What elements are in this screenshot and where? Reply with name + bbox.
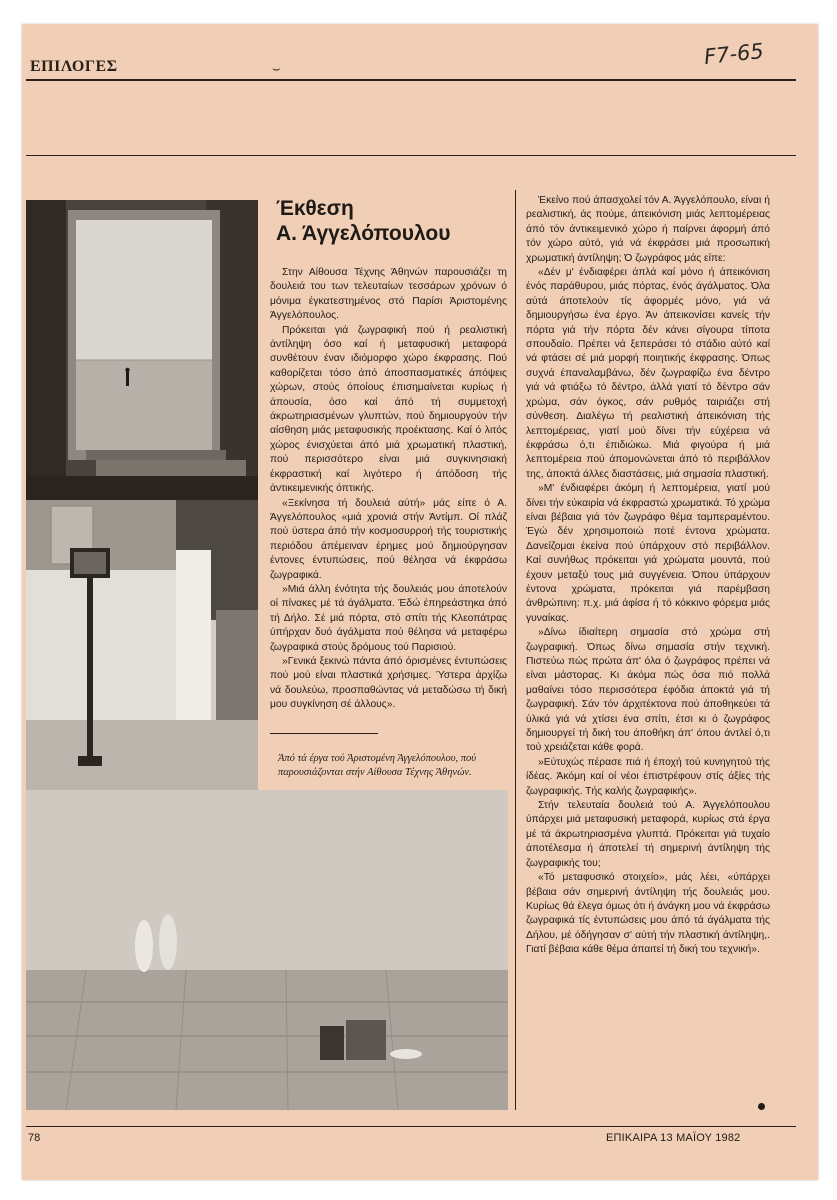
paragraph: »Εύτυχώς πέρασε πιά ή έποχή τού κυνηγητού τής ίδέας. Άκόμη καί οί νέοι έπιστρέφουν στίς άξίες τής ζωγραφικής. Τής καλής ζωγραφικής».: [526, 756, 770, 797]
caption-rule: [270, 733, 378, 734]
painting-lamp-post: [26, 500, 258, 790]
paragraph: «Τό μεταφυσικό στοιχείο», μάς λέει, «ύπάρχει βέβαια σάν σημερινή άντίληψη τής δουλειάς μου. Κυρίως θά έλεγα όμως ότι ή άνάγκη μου νά έκφράσω ζωγραφικά τίς έντυπώσεις μου άπό τά άγάλματα τής Δήλου, μέ όδήγησαν σ' αύτή τήν πλαστική άντίληψη,. Γιατί βέβαια κάθε θέμα άπαιτεί τή δική του τεχνική».: [526, 872, 770, 956]
section-header: ΕΠΙΛΟΓΕΣ: [30, 58, 118, 75]
header-rule: [26, 79, 796, 81]
paragraph: «Δέν μ' ένδιαφέρει άπλά καί μόνο ή άπεικόνιση ένός παράθυρου, μιάς πόρτας, ένός άγάλματος. Όλα αύτά άποτελούν τίς άφορμές μόνο, γιά νά δημιουργήσω ένα έργο. Άν άπεικονίσει κανείς τήν πόρτα γιά τήν πόρτα δέν κάνει σίγουρα τίποτα σπουδαίο. Πρέπει νά ξεπεράσει τό στάδιο αύτό καί νά φτάσει σέ μιά μορφή ποιητικής έκφρασης. Όπως συχνά έπαναλαμβάνω, δέν ζωγραφίζω ένα δέντρο γιά νά φτιάξω τό δέντρο, άλλά γιατί τό δέντρο σάν χρώμα, σάν όγκος, σάν ρυθμός ταιριάζει στή σύνθεση. Διαλέγω τή ρεαλιστική άπεικόνιση τής λεπτομέρειας, γιατί μού δίνει τήν εύχέρεια νά έκφράσω ό,τι έπιδιώκω. Μιά φιγούρα ή μιά λεπτομέρεια πού άπομονώνεται άπό τό περιβάλλον της, άποκτά άλλες διαστάσεις, μιά σημασία πλαστική.: [526, 267, 770, 480]
paragraph: Στην Αίθουσα Τέχνης Άθηνών παρουσιάζει τη δουλειά του των τελευταίων τεσσάρων χρόνων ό μόνιμα έγκατεστημένος στό Παρίσι Άριστομένης Άγγελόπουλος.: [270, 267, 507, 322]
page-number: 78: [28, 1132, 41, 1144]
title-line-2: Α. Άγγελόπουλου: [276, 222, 451, 245]
article-title: [276, 196, 506, 246]
end-mark-icon: [758, 1103, 765, 1110]
title-line-1: Έκθεση: [276, 197, 354, 220]
painting-window-beach: [26, 200, 258, 500]
pen-mark-icon: ⌣: [272, 62, 281, 77]
painting-street-statues: [26, 790, 508, 1110]
paragraph: «Ξεκίνησα τή δουλειά αύτή» μάς είπε ό Α. Άγγελόπουλος «μιά χρονιά στήν Άντίμπ. Οί πλάζ πού ύστερα άπό τήν κοσμοσυρροή τής τουριστικής περιόδου άπέμειναν έρημες μού δημιούργησαν έντονες έντυπώσεις, πού θέλησα νά έκφράσω ζωγραφικά.: [270, 497, 507, 581]
article-column-middle: [270, 266, 507, 713]
article-column-right: [526, 194, 770, 958]
header-rule-thin: [26, 155, 796, 156]
paragraph: »Μιά άλλη ένότητα τής δουλειάς μου άποτελούν οί πίνακες μέ τά άγάλματα. Έδώ έπηρεάστηκα άπό τή Δήλο. Σέ μιά πόρτα, στό σπίτι τής Κλεοπάτρας ύπήρχαν δυό άγάλματα πού θέλησα νά μεταφέρω ζωγραφικά στούς δρόμους τού Παρισιού.: [270, 583, 507, 653]
column-divider: [515, 190, 516, 1110]
paragraph: Στήν τελευταία δουλειά τού Α. Άγγελόπουλου ύπάρχει μιά μεταφυσική μεταφορά, κυρίως στά έργα μέ τά άκρωτηριασμένα γλυπτά. Πρόκειται γιά τυχαίο άποτέλεσμα ή άποτελεί τή σημερινή άντίληψη τής ζωγραφικής του;: [526, 800, 770, 869]
issue-date: ΕΠΙΚΑΙΡΑ 13 ΜΑΪΟΥ 1982: [606, 1132, 741, 1144]
paragraph: »Δίνω ίδιαίτερη σημασία στό χρώμα στή ζωγραφική. Όπως δίνω σημασία στήν τεχνική. Πιστεύω πώς πρώτα άπ' όλα ό ζωγράφος πρέπει νά είναι μάστορας. Κι άκόμα πώς όσα πιό πολλά μαθαίνει τόσο περισσότερα έφόδια άποκτά γιά τή ζωγραφική. Σάν τόν άρχιτέκτονα πού άποθηκεύει τά ύλικά γιά νά χτίσει ένα σπίτι, έτσι κι ό ζωγράφος δημιουργεί τή δική του άποθήκη άπ' όπου άντλεί ό,τι τού χρειάζεται κάθε φορά.: [526, 627, 770, 754]
paragraph: »Μ' ένδιαφέρει άκόμη ή λεπτομέρεια, γιατί μού δίνει τήν εύκαιρία νά έκφραστώ χρωματικά. Τό χρώμα είναι βέβαια γιά τόν ζωγράφο θέμα ταμπεραμέντου. Έγώ δέν χρησιμοποιώ ποτέ έντονα χρώματα. Δανείζομαι έκείνα πού ύπάρχουν στό περιβάλλον. Καί συνήθως πρόκειται γιά χρώματα μουντά, πού έχουν μεταξύ τους μιά συγγένεια. Όπου ύπάρχουν έντονα χρώματα, πρόκειται γιά παρέμβαση άνθρώπινη: π.χ. μιά άφίσα ή τό κόκκινο φόρεμα μιάς γυναίκας.: [526, 483, 770, 624]
paragraph: Πρόκειται γιά ζωγραφική πού ή ρεαλιστική άντίληψη όσο καί ή μεταφυσική μεταφορά συνθέτουν έναν ιδιόμορφο χώρο έκφρασης. Πού καθορίζεται τόσο άπό άποσπασματικές άπόψεις χώρων, στούς όποίους έπισημαίνεται κυρίως ή άπουσία, όσο καί άπό τή συμμετοχή άκρωτηριασμένων γλυπτών, πού δημιουργούν τήν αίσθηση μιάς μεταφυσικής προέκτασης. Καί ό λιτός χώρος ένισχύεται άπό μιά χρωματική πλαστική, πού περισσότερο είναι μιά συγκινησιακή έκφραστική καί λιγότερο ή άπόδοση τής άντικειμενικής όπτικής.: [270, 324, 507, 495]
paragraph: »Γενικά ξεκινώ πάντα άπό όρισμένες έντυπώσεις πού μού είναι πλαστικά χρήσιμες. Ύστερα άρχίζω νά δουλεύω, προσπαθώντας νά μεταδώσω τή δική μου συγκίνηση σέ άλλους».: [270, 655, 507, 711]
paragraph: Έκείνο πού άπασχολεί τόν Α. Άγγελόπουλο, είναι ή ρεαλιστική, άς πούμε, άπεικόνιση μιάς λεπτομέρειας άπό τόν άντικειμενικό χώρο ή παίρνει άφορμή άπό τόν χώρο αύτό, γιά νά έκφράσει μιά προσωπική χρωματική άντίληψη; Ό ζωγράφος μάς είπε:: [526, 195, 770, 264]
footer-rule: [26, 1126, 796, 1127]
photo-caption: Άπό τά έργα τού Άριστομένη Άγγελόπουλου, πού παρουσιάζονται στήν Αίθουσα Τέχνης Άθηνών.: [278, 753, 477, 778]
handwritten-note: F7-65: [702, 38, 765, 70]
